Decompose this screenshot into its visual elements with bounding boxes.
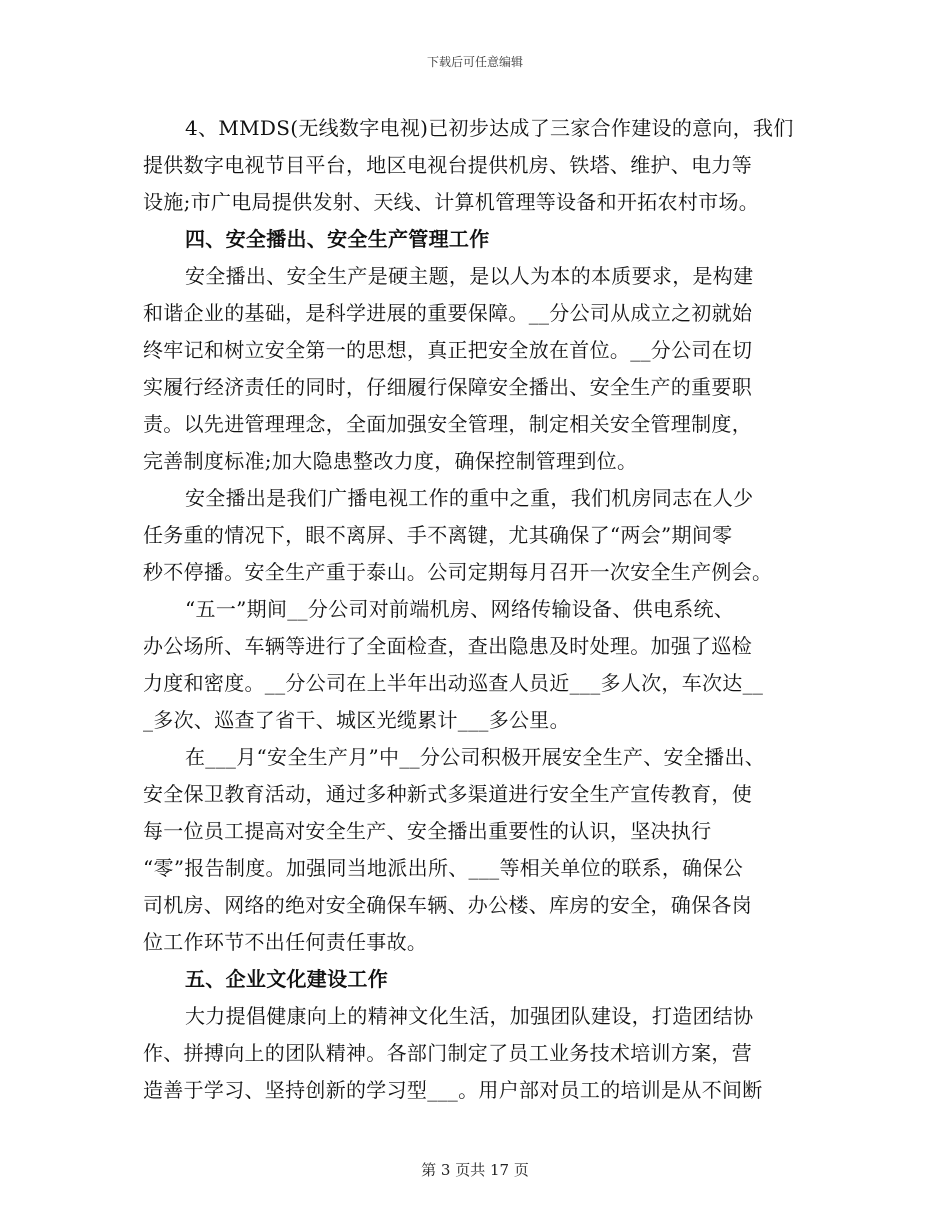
text-line: 大力提倡健康向上的精神文化生活，加强团队建设，打造团结协 [185, 1004, 754, 1028]
text-line: “零”报告制度。加强同当地派出所、___等相关单位的联系，确保公 [143, 856, 744, 880]
section-heading: 四、安全播出、安全生产管理工作 [185, 227, 490, 251]
text-line: 责。以先进管理理念，全面加强安全管理，制定相关安全管理制度， [143, 412, 752, 436]
text-line: 在___月“安全生产月”中__分公司积极开展安全生产、安全播出、 [185, 745, 766, 769]
text-line: _多次、巡查了省干、城区光缆累计___多公里。 [143, 708, 570, 732]
text-line: 任务重的情况下，眼不离屏、手不离键，尤其确保了“两会”期间零 [143, 523, 733, 547]
section-heading: 五、企业文化建设工作 [185, 967, 388, 991]
text-line: “五一”期间__分公司对前端机房、网络传输设备、供电系统、 [185, 597, 735, 621]
text-line: 秒不停播。安全生产重于泰山。公司定期每月召开一次安全生产例会。 [143, 560, 773, 584]
text-line: 每一位员工提高对安全生产、安全播出重要性的认识，坚决执行 [143, 819, 712, 843]
page-header-note: 下载后可任意编辑 [426, 55, 523, 69]
text-line: 实履行经济责任的同时，仔细履行保障安全播出、安全生产的重要职 [143, 375, 752, 399]
text-line: 安全保卫教育活动，通过多种新式多渠道进行安全生产宣传教育，使 [143, 782, 752, 806]
document-body [143, 110, 833, 1109]
text-line: 办公场所、车辆等进行了全面检查，查出隐患及时处理。加强了巡检 [143, 634, 752, 658]
text-line: 安全播出是我们广播电视工作的重中之重，我们机房同志在人少 [185, 486, 754, 510]
text-line: 司机房、网络的绝对安全确保车辆、办公楼、库房的安全，确保各岗 [143, 893, 752, 917]
text-line: 设施;市广电局提供发射、天线、计算机管理等设备和开拓农村市场。 [143, 190, 760, 214]
text-line: 提供数字电视节目平台，地区电视台提供机房、铁塔、维护、电力等 [143, 153, 752, 177]
text-line: 力度和密度。__分公司在上半年出动巡查人员近___多人次，车次达__ [143, 671, 764, 695]
text-line: 完善制度标准;加大隐患整改力度，确保控制管理到位。 [143, 449, 638, 473]
text-line: 和谐企业的基础，是科学进展的重要保障。__分公司从成立之初就始 [143, 301, 753, 325]
text-line: 作、拼搏向上的团队精神。各部门制定了员工业务技术培训方案，营 [143, 1041, 752, 1065]
page-number-footer: 第 3 页共 17 页 [421, 1161, 529, 1179]
text-line: 位工作环节不出任何责任事故。 [143, 930, 428, 954]
text-line: 安全播出、安全生产是硬主题，是以人为本的本质要求，是构建 [185, 264, 754, 288]
text-line: 造善于学习、坚持创新的学习型___。用户部对员工的培训是从不间断 [143, 1078, 763, 1102]
text-line: 终牢记和树立安全第一的思想，真正把安全放在首位。__分公司在切 [143, 338, 753, 362]
text-line: 4、MMDS(无线数字电视)已初步达成了三家合作建设的意向，我们 [185, 116, 794, 140]
